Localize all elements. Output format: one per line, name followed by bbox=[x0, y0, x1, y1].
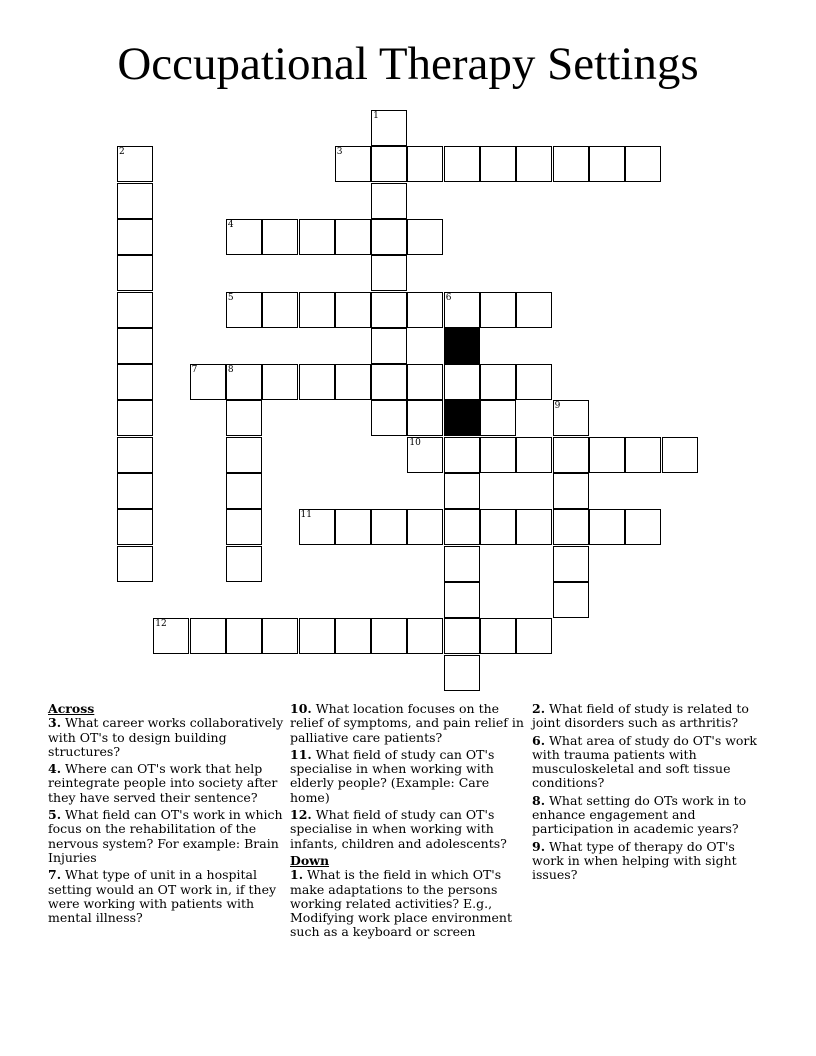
grid-cell[interactable] bbox=[262, 292, 298, 328]
cell-number: 7 bbox=[191, 365, 198, 376]
grid-cell[interactable] bbox=[444, 509, 480, 545]
clue-across-4: 4. Where can OT's work that help reintegrate people into society after they have served their sentence? bbox=[48, 761, 278, 805]
grid-cell[interactable] bbox=[480, 400, 516, 436]
grid-cell[interactable] bbox=[190, 618, 226, 654]
grid-cell[interactable] bbox=[226, 546, 262, 582]
grid-cell[interactable] bbox=[407, 292, 443, 328]
grid-cell[interactable] bbox=[553, 473, 589, 509]
clue-across-7: 7. What type of unit in a hospital setting would an OT work in, if they were working with patients with mental illness? bbox=[48, 867, 277, 926]
cell-number: 2 bbox=[119, 147, 125, 158]
grid-cell-black bbox=[444, 328, 480, 364]
grid-cell[interactable] bbox=[444, 473, 480, 509]
clue-across-3: 3. What career works collaboratively with OT's to design building structures? bbox=[48, 715, 284, 759]
grid-cell[interactable] bbox=[226, 292, 262, 328]
grid-cell[interactable] bbox=[226, 219, 262, 255]
grid-cell[interactable] bbox=[516, 292, 552, 328]
cell-number: 11 bbox=[300, 510, 312, 521]
clue-down-8: 8. What setting do OTs work in to enhance engagement and participation in academic years? bbox=[532, 792, 747, 837]
cell-number: 12 bbox=[155, 619, 167, 630]
grid-cell[interactable] bbox=[299, 618, 335, 654]
grid-cell[interactable] bbox=[625, 146, 661, 182]
grid-cell[interactable] bbox=[117, 292, 153, 328]
grid-cell[interactable] bbox=[371, 255, 407, 291]
grid-cell[interactable] bbox=[553, 509, 589, 545]
grid-cell[interactable] bbox=[371, 328, 407, 364]
grid-cell[interactable] bbox=[371, 146, 407, 182]
grid-cell[interactable] bbox=[299, 364, 335, 400]
grid-cell[interactable] bbox=[299, 509, 335, 545]
cell-number: 5 bbox=[227, 292, 234, 303]
grid-cell[interactable] bbox=[117, 400, 153, 436]
grid-cell[interactable] bbox=[335, 509, 371, 545]
cell-number: 6 bbox=[445, 292, 452, 303]
grid-cell[interactable] bbox=[444, 546, 480, 582]
grid-cell[interactable] bbox=[444, 655, 480, 691]
grid-cell[interactable] bbox=[335, 618, 371, 654]
grid-cell[interactable] bbox=[407, 509, 443, 545]
cell-number: 3 bbox=[336, 147, 343, 158]
grid-cell[interactable] bbox=[407, 618, 443, 654]
grid-cell[interactable] bbox=[371, 400, 407, 436]
clue-across-5: 5. What field can OT's work in which focus on the rehabilitation of the nervous system? For example: Brain Injuries bbox=[48, 807, 283, 865]
grid-cell[interactable] bbox=[553, 146, 589, 182]
grid-cell[interactable] bbox=[262, 618, 298, 654]
grid-cell[interactable] bbox=[117, 437, 153, 473]
grid-cell[interactable] bbox=[625, 509, 661, 545]
grid-cell[interactable] bbox=[371, 219, 407, 255]
grid-cell[interactable] bbox=[662, 437, 698, 473]
clue-across-10: 10. What location focuses on the relief of symptoms, and pain relief in palliative care patients? bbox=[290, 701, 524, 745]
grid-cell[interactable] bbox=[117, 219, 153, 255]
grid-cell[interactable] bbox=[553, 582, 589, 618]
clue-down-9: 9. What type of therapy do OT's work in when helping with sight issues? bbox=[532, 838, 737, 883]
grid-cell[interactable] bbox=[371, 364, 407, 400]
grid-cell[interactable] bbox=[444, 364, 480, 400]
grid-cell[interactable] bbox=[553, 400, 589, 436]
down-heading: Down bbox=[290, 852, 330, 868]
grid-cell[interactable] bbox=[371, 618, 407, 654]
grid-cell[interactable] bbox=[444, 146, 480, 182]
grid-cell[interactable] bbox=[371, 110, 407, 146]
grid-cell[interactable] bbox=[444, 582, 480, 618]
clue-across-11: 11. What field of study can OT's specialise in when working with elderly people? (Example: Care home) bbox=[290, 746, 495, 805]
grid-cell[interactable] bbox=[553, 546, 589, 582]
grid-cell[interactable] bbox=[335, 146, 371, 182]
grid-cell[interactable] bbox=[444, 437, 480, 473]
grid-cell-black bbox=[444, 400, 480, 436]
grid-cell[interactable] bbox=[299, 292, 335, 328]
clues-column-3 bbox=[532, 702, 768, 886]
grid-cell[interactable] bbox=[407, 146, 443, 182]
grid-cell[interactable] bbox=[117, 328, 153, 364]
grid-cell[interactable] bbox=[117, 364, 153, 400]
grid-cell[interactable] bbox=[226, 509, 262, 545]
grid-cell[interactable] bbox=[299, 219, 335, 255]
grid-cell[interactable] bbox=[589, 146, 625, 182]
grid-cell[interactable] bbox=[335, 219, 371, 255]
grid-cell[interactable] bbox=[335, 364, 371, 400]
grid-cell[interactable] bbox=[153, 618, 189, 654]
grid-cell[interactable] bbox=[226, 400, 262, 436]
grid-cell[interactable] bbox=[190, 364, 226, 400]
clue-down-2: 2. What field of study is related to joint disorders such as arthritis? bbox=[532, 701, 749, 731]
grid-cell[interactable] bbox=[226, 437, 262, 473]
grid-cell[interactable] bbox=[480, 509, 516, 545]
grid-cell[interactable] bbox=[407, 219, 443, 255]
grid-cell[interactable] bbox=[117, 183, 153, 219]
grid-cell[interactable] bbox=[480, 292, 516, 328]
grid-cell[interactable] bbox=[226, 473, 262, 509]
cell-number: 10 bbox=[409, 437, 421, 448]
grid-cell[interactable] bbox=[553, 437, 589, 473]
grid-cell[interactable] bbox=[589, 509, 625, 545]
grid-cell[interactable] bbox=[117, 473, 153, 509]
clue-across-12: 12. What field of study can OT's specialise in when working with infants, children and adolescents? bbox=[290, 807, 507, 851]
cell-number: 4 bbox=[227, 219, 234, 230]
grid-cell[interactable] bbox=[407, 437, 443, 473]
across-heading: Across bbox=[48, 701, 95, 716]
grid-cell[interactable] bbox=[407, 364, 443, 400]
grid-cell[interactable] bbox=[371, 183, 407, 219]
grid-cell[interactable] bbox=[117, 509, 153, 545]
grid-cell[interactable] bbox=[117, 146, 153, 182]
grid-cell[interactable] bbox=[262, 219, 298, 255]
grid-cell[interactable] bbox=[444, 618, 480, 654]
clue-down-6: 6. What area of study do OT's work with trauma patients with musculoskeletal and soft tissue conditions? bbox=[532, 732, 757, 791]
grid-cell[interactable] bbox=[226, 618, 262, 654]
grid-cell[interactable] bbox=[516, 364, 552, 400]
clue-down-1: 1. What is the field in which OT's make adaptations to the persons working related activities? E.g., Modifying work place environment such as a keyboard or screen bbox=[290, 867, 512, 940]
grid-cell[interactable] bbox=[480, 618, 516, 654]
grid-cell[interactable] bbox=[335, 292, 371, 328]
grid-cell[interactable] bbox=[589, 437, 625, 473]
grid-cell[interactable] bbox=[371, 292, 407, 328]
grid-cell[interactable] bbox=[226, 364, 262, 400]
grid-cell[interactable] bbox=[480, 437, 516, 473]
grid-cell[interactable] bbox=[516, 509, 552, 545]
grid-cell[interactable] bbox=[516, 146, 552, 182]
grid-cell[interactable] bbox=[407, 400, 443, 436]
grid-cell[interactable] bbox=[444, 292, 480, 328]
cell-number: 1 bbox=[373, 111, 379, 121]
grid-cell[interactable] bbox=[480, 146, 516, 182]
grid-cell[interactable] bbox=[625, 437, 661, 473]
grid-cell[interactable] bbox=[371, 509, 407, 545]
grid-cell[interactable] bbox=[262, 364, 298, 400]
grid-cell[interactable] bbox=[516, 437, 552, 473]
grid-cell[interactable] bbox=[117, 255, 153, 291]
grid-cell[interactable] bbox=[516, 618, 552, 654]
cell-number: 8 bbox=[227, 365, 234, 376]
cell-number: 9 bbox=[554, 401, 561, 412]
page-title: Occupational Therapy Settings bbox=[117, 38, 699, 90]
clues-column-2 bbox=[290, 702, 526, 943]
grid-cell[interactable] bbox=[117, 546, 153, 582]
grid-cell[interactable] bbox=[480, 364, 516, 400]
clues-column-1 bbox=[48, 702, 284, 928]
